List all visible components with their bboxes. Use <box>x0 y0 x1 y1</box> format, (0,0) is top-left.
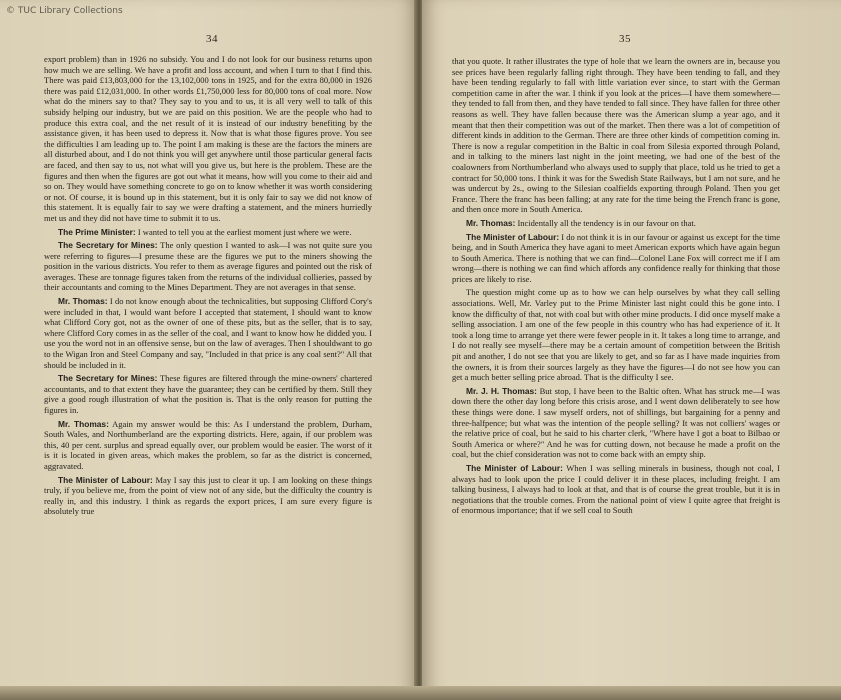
right-page-text <box>452 56 780 519</box>
paragraph-text: But stop, I have been to the Baltic often. What has struck me—I was down there the other day long before this crisis arose, and I went down deliberately to see how these things were done. I saw myself orders, not of shillings, but bargaining for a penny and three-halfpence; but what was the intention of the people selling? It was not colliers' wages or the relative price of coal, but he said to his charter clerk, "Where have I got a boat to Bilbao or South America or where?" And he was for cutting down, not because he made a profit on the coal, but the chief consideration was not to come back with an empty ship. <box>452 385 780 460</box>
speaker-name: Mr. J. H. Thomas: <box>466 385 537 396</box>
speaker-name: The Minister of Labour: <box>466 462 563 473</box>
paragraph-text: that you quote. It rather illustrates the type of hole that we learn the owners are in, because you see prices have been regularly falling right through. They have been tending to fall, and they have been tending regularly to fall with little variation ever since, to start with the German competition came in after the war. I think if you look at the prices—I have them somewhere—they tended to fall from then, and they have tended to fall since. They have fallen for three other reasons as well. They have fallen because there was the American slump a year ago, and it meant that then their competition was out of the market. Then there was a lot of competition of different kinds in addition to the German. There are three other kinds of competition coming in. There is now a regular competition in the Baltic in coal from Silesia exported through Poland, and in talking to the miners last night in the joint meeting, we had one of the best of the coalowners from Northumberland who always used to supply that place, told us he tried to get a contract for 50,000 tons. I think it was for the Swedish State Railways, but I am not sure, and he was undercut by 2s., owing to the Silesian coalfields exporting through Poland. Then you get France. There the franc has been falling; at any rate for the time being the French franc is gone, and then once more in South America. <box>452 56 780 215</box>
paragraph-text: The only question I wanted to ask—I was not quite sure you were referring to figures—I presume these are the figures we put to the miners showing the position in the various districts. You refer to them as average figures and pointed out the risk of averages. These are tonnage figures taken from the returns of the individual collieries, passed by their accountants and coming to the Mines Department. They are not averages in that sense. <box>44 240 372 293</box>
left-page-paragraph <box>44 419 372 472</box>
speaker-name: Mr. Thomas: <box>466 217 516 228</box>
right-page-paragraph <box>452 287 780 382</box>
left-page-paragraph <box>44 54 372 224</box>
left-page-paragraph <box>44 296 372 370</box>
paragraph-text: Incidentally all the tendency is in our favour on that. <box>517 217 696 228</box>
page-bottom-edge <box>0 686 841 700</box>
right-page-number: 35 <box>619 33 631 45</box>
paragraph-text: When I was selling minerals in business, though not coal, I always had to look upon the price I could deliver it in these places, including freight. I am talking business, I always had to look at that, and that is of course the great trouble, but it is in negotiations that the trouble comes. From the national point of view I quite agree that freight is of enormous importance; that if we sell coal to South <box>452 462 780 516</box>
paragraph-text: I do not think it is in our favour or against us except for the time being, and in South America they have agani to meet American exports which have again begun to South America. There is nothing that we can find—Colonel Lane Fox will correct me if I am wrong—there is nothing we can find which affords any confidence really for thinking that those prices are likely to rise. <box>452 231 780 284</box>
paragraph-text: I wanted to tell you at the earliest moment just where we were. <box>137 226 352 237</box>
right-page-paragraph <box>452 218 780 229</box>
left-page-paragraph <box>44 475 372 517</box>
paragraph-text: export problem) than in 1926 no subsidy. You and I do not look for our business returns upon how much we are selling. We have a profit and loss account, and when I turn to that I find this. There was paid £13,803,000 for the 13,102,000 tons in 1925, and for the extra 80,000 in 1926 there was paid £12,031,000. In other words £1,750,000 less for 80,000 tons of coal more. Now what do the miners say to that? They say to you and to us, it is all very well to talk of this subsidy helping our industry, but we are paid on this position. We are the people who had to produce this extra coal, and the net result of it is instead of our industry benefiting by the assistance given, it has been used to depress it. Now that is what those figures prove. You see the difficulties I am leading up to. The point I am making is these are the factors the miners are all disturbed about, and I do not think you will get anywhere until those particular general facts are faced, and then say to us, not what will you give us, but here is the problem. These are the figures and then when the figures are got out what it means, how will you come to their aid and so on. They would have something concrete to go on to know whether it was worth considering or not. Of course, it is bound up in this statement, but it is only fair to say we did not know of this statement. It is equally fair to say we were drafting a statement, and the miners hurriedly met us and they did not have time to submit it to us. <box>44 54 372 223</box>
speaker-name: The Minister of Labour: <box>466 231 560 242</box>
left-page-text <box>44 54 372 520</box>
paragraph-text: I do not know enough about the technicalities, but supposing Clifford Cory's were included in that, I would want before I accepted that statement, I should want to know what Clifford Cory got, not as the owner of one of these pits, but as the seller, that is to say, where Clifford Cory comes in as the seller of the coal, and I want to know how he didded you. I use you the word not in an offensive sense, but on the law of averages. Then I shouldwant to go to the Wigan Iron and Steel Company and say, "Included in that price is any coal sent?" All that should be included in it. <box>44 296 372 370</box>
speaker-name: Mr. Thomas: <box>58 418 109 429</box>
speaker-name: The Minister of Labour: <box>58 474 153 485</box>
speaker-name: The Prime Minister: <box>58 226 136 237</box>
watermark: © TUC Library Collections <box>6 6 123 16</box>
paragraph-text: Again my answer would be this: As I understand the problem, Durham, South Wales, and Northumberland are the exporting districts. Here, again, if our problem was this, 40 per cent. surplus and spread equally over, our problem would be easier. The worst of it is it is located in given areas, which makes the problem, so far as the district is concerned, aggravated. <box>44 418 372 471</box>
right-page-paragraph <box>452 232 780 285</box>
left-page-paragraph <box>44 373 372 415</box>
speaker-name: The Secretary for Mines: <box>58 240 158 251</box>
right-page-paragraph <box>452 463 780 516</box>
paragraph-text: These figures are filtered through the mine-owners' chartered accountants, and to that extent they have the guarantee; they can be certified by them. Still they give a good rough illustration of what the position is. That is the only reason for putting the figures in. <box>44 373 372 415</box>
paragraph-text: The question might come up as to how we can help ourselves by what they call selling associations. Well, Mr. Varley put to the Prime Minister last night could this be gone into. I know the difficulty of that, not with coal but with other mine products. I did once myself make a selling association. I am one of the few people in this country who has had experience of it. It took a long time to arrange yet there were fewer people in it. It takes a long time to arrange, and I do not really see myself—there may be a certain amount of competition between the British pit and another, I do not see that you are likely to get, and so far as I have made inquiries from the owners, it is from their sources largely as they have the figures—I do not see how you can get a much better selling price abroad. That is the difficulty I see. <box>452 287 780 383</box>
right-page-paragraph <box>452 56 780 215</box>
speaker-name: Mr. Thomas: <box>58 296 108 307</box>
right-page-paragraph <box>452 386 780 460</box>
speaker-name: The Secretary for Mines: <box>58 373 158 384</box>
left-page <box>0 0 418 700</box>
left-page-number: 34 <box>206 33 218 45</box>
left-page-paragraph <box>44 240 372 293</box>
left-page-paragraph <box>44 227 372 238</box>
paragraph-text: May I say this just to clear it up. I am looking on these things truly, if you believe me, from the point of view not of any side, but the difficulty the country is really in, and this industry. I think as regards the export prices, I am sure every figure is absolutely true <box>44 474 372 517</box>
